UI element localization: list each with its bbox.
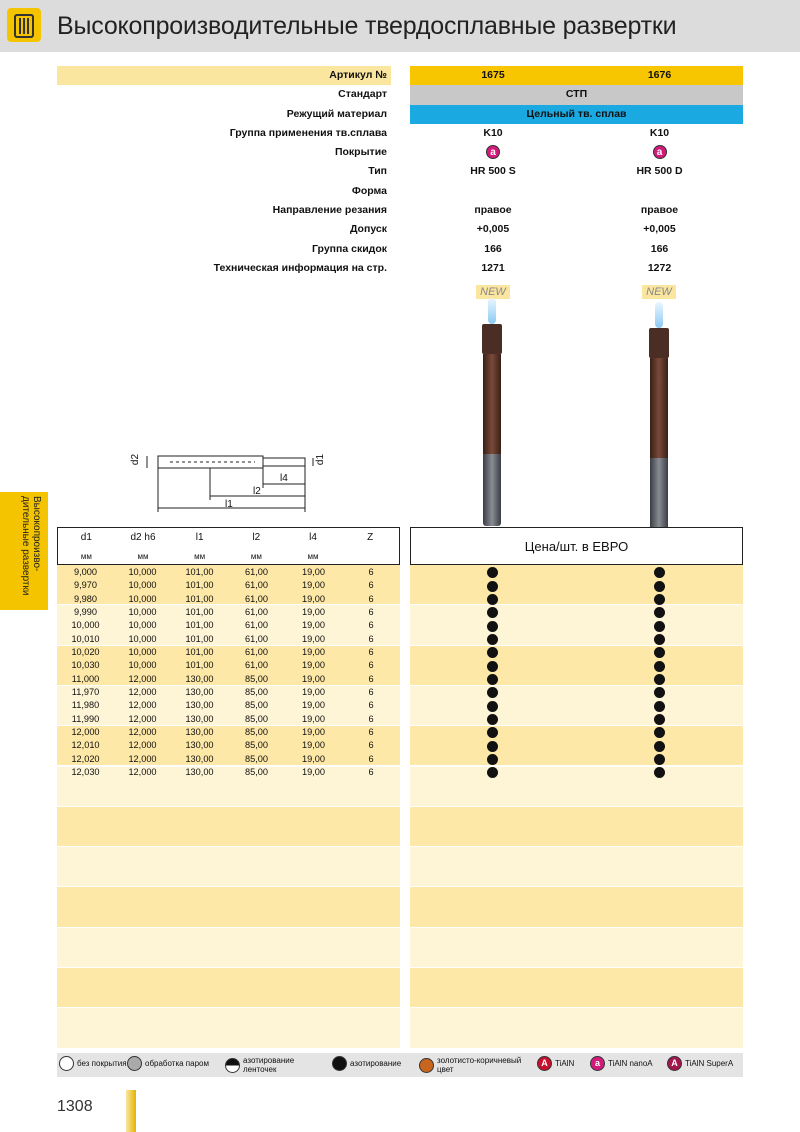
- table-cell: 12,000: [128, 687, 157, 698]
- legend-item: обработка паром: [127, 1056, 209, 1071]
- dimensions-table-header: [57, 527, 400, 565]
- table-cell: 12,000: [128, 700, 157, 711]
- table-cell: 19,00: [302, 567, 325, 577]
- table-row[interactable]: [57, 673, 400, 686]
- page-header: [0, 0, 800, 52]
- table-cell: 12,030: [71, 767, 100, 778]
- spec-label: Артикул №: [57, 66, 391, 85]
- table-cell: 10,000: [71, 620, 100, 631]
- table-cell: 11,000: [71, 673, 100, 684]
- spec-row-type: [57, 162, 743, 181]
- table-cell: 19,00: [302, 620, 325, 631]
- steam-treated-icon: [127, 1056, 142, 1071]
- dim-d1: d1: [315, 453, 327, 466]
- table-cell: 9,990: [74, 607, 97, 618]
- table-cell: 61,00: [245, 580, 268, 591]
- legend-item: A TiAlN: [537, 1056, 574, 1071]
- table-cell: 10,000: [128, 567, 157, 577]
- table-cell: 101,00: [185, 593, 214, 604]
- availability-dot[interactable]: [487, 674, 498, 685]
- table-cell: 10,000: [128, 620, 157, 631]
- column-unit: мм: [80, 552, 92, 561]
- dimensions-table-body: [57, 566, 400, 780]
- table-cell: 101,00: [185, 647, 214, 658]
- dim-l4: l4: [280, 473, 288, 484]
- table-cell: 85,00: [245, 713, 268, 724]
- table-cell: 10,000: [128, 633, 157, 644]
- table-row[interactable]: [57, 593, 400, 606]
- table-cell: 61,00: [245, 607, 268, 618]
- spec-label: Стандарт: [338, 88, 387, 101]
- availability-dot[interactable]: [654, 594, 665, 605]
- table-row[interactable]: [57, 606, 400, 619]
- legend-item: азотирование: [332, 1056, 401, 1071]
- availability-dot[interactable]: [654, 701, 665, 712]
- table-cell: 19,00: [302, 607, 325, 618]
- spec-value: +0,005: [643, 223, 676, 236]
- tialn-icon: A: [537, 1056, 552, 1071]
- column-unit: мм: [307, 552, 319, 561]
- legend-item: без покрытия: [59, 1056, 127, 1071]
- spec-table: [57, 66, 743, 278]
- spec-value: правое: [640, 204, 679, 217]
- legend-item: a TiAlN nanoA: [590, 1056, 653, 1071]
- availability-dot[interactable]: [487, 701, 498, 712]
- table-cell: 19,00: [302, 727, 325, 738]
- table-row[interactable]: [57, 633, 400, 646]
- availability-dot[interactable]: [487, 594, 498, 605]
- spec-value: K10: [649, 126, 670, 139]
- spec-value: HR 500 D: [636, 165, 683, 178]
- table-cell: 10,030: [71, 660, 100, 671]
- table-cell: 85,00: [245, 740, 268, 751]
- table-cell: 61,00: [245, 593, 268, 604]
- table-cell: 6: [368, 713, 374, 724]
- table-cell: 130,00: [185, 673, 214, 684]
- table-cell: 130,00: [185, 753, 214, 764]
- legend-item: золотисто-коричневый цвет: [419, 1056, 532, 1074]
- spec-row-tech-info: [57, 259, 743, 278]
- table-cell: 130,00: [185, 767, 214, 778]
- table-cell: 19,00: [302, 740, 325, 751]
- table-row[interactable]: [57, 753, 400, 766]
- spec-row-form: [57, 182, 743, 201]
- gold-brown-icon: [419, 1058, 434, 1073]
- table-row[interactable]: [57, 699, 400, 712]
- table-cell: 6: [368, 767, 374, 778]
- page-title: Высокопроизводительные твердосплавные развертки: [57, 12, 677, 40]
- table-cell: 61,00: [245, 620, 268, 631]
- spec-value: +0,005: [476, 223, 510, 236]
- spec-row-carbide-group: [57, 124, 743, 143]
- column-header: d2 h6: [130, 532, 156, 543]
- spec-row-direction: [57, 201, 743, 220]
- column-header: l4: [309, 532, 317, 543]
- table-cell: 6: [368, 700, 374, 711]
- column-unit: [341, 547, 399, 566]
- dim-l2: l2: [253, 486, 261, 497]
- availability-dot[interactable]: [654, 581, 665, 592]
- page-marker: [126, 1090, 136, 1132]
- table-cell: 19,00: [302, 700, 325, 711]
- table-cell: 85,00: [245, 767, 268, 778]
- table-cell: 85,00: [245, 673, 268, 684]
- spec-value: правое: [474, 204, 512, 217]
- table-cell: 85,00: [245, 753, 268, 764]
- table-cell: 6: [368, 607, 374, 618]
- legend-item: A TiAlN SuperA: [667, 1056, 733, 1071]
- table-cell: 12,000: [128, 673, 157, 684]
- column-header: d1: [80, 532, 92, 543]
- table-cell: 61,00: [245, 567, 268, 577]
- table-cell: 85,00: [245, 700, 268, 711]
- availability-dot[interactable]: [487, 621, 498, 632]
- article-1676: 1676: [576, 66, 743, 85]
- table-row[interactable]: [57, 619, 400, 632]
- table-cell: 11,970: [71, 687, 100, 698]
- table-cell: 85,00: [245, 727, 268, 738]
- column-header: l1: [195, 532, 204, 543]
- availability-dot[interactable]: [487, 634, 498, 645]
- table-cell: 101,00: [185, 660, 214, 671]
- table-cell: 19,00: [302, 687, 325, 698]
- column-unit: мм: [137, 552, 149, 561]
- spec-label: Покрытие: [334, 146, 387, 159]
- table-cell: 12,000: [128, 753, 157, 764]
- spec-label: Группа скидок: [312, 242, 387, 255]
- table-cell: 10,020: [71, 647, 100, 658]
- section-tab[interactable]: [0, 492, 48, 610]
- table-row[interactable]: [57, 713, 400, 726]
- table-row[interactable]: [57, 686, 400, 699]
- tialn-nanoa-coating-icon: a: [486, 145, 500, 159]
- spec-row-discount: [57, 240, 743, 259]
- table-cell: 6: [368, 687, 374, 698]
- table-cell: 6: [368, 593, 374, 604]
- table-cell: 10,000: [128, 593, 157, 604]
- table-cell: 9,980: [74, 593, 97, 604]
- table-cell: 6: [368, 673, 374, 684]
- table-cell: 12,000: [128, 767, 157, 778]
- table-cell: 19,00: [302, 647, 325, 658]
- table-cell: 19,00: [302, 767, 325, 778]
- table-cell: 6: [368, 647, 374, 658]
- spec-value: K10: [483, 126, 503, 139]
- coating-legend: [57, 1053, 743, 1077]
- table-cell: 61,00: [245, 647, 268, 658]
- table-cell: 19,00: [302, 713, 325, 724]
- table-cell: 6: [368, 660, 374, 671]
- spec-label: Режущий материал: [286, 107, 387, 120]
- availability-dot[interactable]: [487, 741, 498, 752]
- table-cell: 61,00: [245, 660, 268, 671]
- table-cell: 19,00: [302, 593, 325, 604]
- tech-info-page-link[interactable]: 1272: [647, 261, 672, 274]
- spec-row-standard: [57, 85, 743, 104]
- availability-dot[interactable]: [487, 581, 498, 592]
- table-cell: 10,000: [128, 607, 157, 618]
- table-cell: 12,000: [128, 740, 157, 751]
- tialn-nanoa-coating-icon: a: [653, 145, 667, 159]
- tolerance-mark: 1/100: [645, 402, 652, 418]
- land-nitrided-icon: [225, 1058, 240, 1073]
- table-cell: 9,000: [74, 567, 97, 577]
- table-cell: 130,00: [185, 700, 214, 711]
- table-cell: 12,020: [71, 753, 100, 764]
- table-cell: 6: [368, 633, 374, 644]
- table-cell: 19,00: [302, 673, 325, 684]
- table-cell: 12,000: [71, 727, 100, 738]
- spec-row-coating: [57, 143, 743, 162]
- uncoated-icon: [59, 1056, 74, 1071]
- tialn-nanoa-icon: a: [590, 1056, 605, 1071]
- table-cell: 85,00: [245, 687, 268, 698]
- availability-dot[interactable]: [654, 674, 665, 685]
- table-cell: 6: [368, 567, 374, 577]
- new-badge: NEW: [476, 285, 510, 299]
- table-cell: 12,000: [128, 713, 157, 724]
- table-row[interactable]: [57, 566, 400, 579]
- table-cell: 6: [368, 753, 374, 764]
- spec-row-material: [57, 105, 743, 124]
- table-cell: 9,970: [74, 580, 97, 591]
- spec-value: 166: [484, 242, 502, 255]
- table-cell: 10,010: [71, 633, 100, 644]
- spec-label: Форма: [351, 184, 387, 197]
- table-cell: 19,00: [302, 753, 325, 764]
- nitrided-icon: [332, 1056, 347, 1071]
- table-cell: 130,00: [185, 727, 214, 738]
- section-tab-label: Высокопроизво-дительные развертки: [20, 496, 42, 596]
- spec-value: 166: [650, 242, 669, 255]
- spec-label: Техническая информация на стр.: [213, 261, 387, 274]
- table-cell: 10,000: [128, 647, 157, 658]
- table-cell: 101,00: [185, 567, 214, 577]
- table-cell: 12,010: [71, 740, 100, 751]
- table-cell: 19,00: [302, 633, 325, 644]
- table-cell: 11,980: [71, 700, 100, 711]
- price-header: Цена/шт. в ЕВРО: [410, 527, 743, 565]
- table-row[interactable]: [57, 659, 400, 672]
- table-row[interactable]: [57, 726, 400, 739]
- table-row[interactable]: [57, 739, 400, 752]
- table-cell: 11,990: [71, 713, 100, 724]
- table-cell: 6: [368, 727, 374, 738]
- column-header: Z: [367, 532, 374, 543]
- article-1675: 1675: [410, 66, 576, 85]
- table-cell: 6: [368, 580, 374, 591]
- availability-dot[interactable]: [654, 661, 665, 672]
- new-badge: NEW: [642, 285, 676, 299]
- table-cell: 6: [368, 620, 374, 631]
- table-cell: 101,00: [185, 607, 214, 618]
- spec-label: Группа применения тв.сплава: [229, 126, 387, 139]
- table-cell: 130,00: [185, 740, 214, 751]
- tech-info-page-link[interactable]: 1271: [481, 261, 505, 274]
- spec-value: HR 500 S: [470, 165, 516, 178]
- table-cell: 101,00: [185, 620, 214, 631]
- table-cell: 19,00: [302, 660, 325, 671]
- table-cell: 12,000: [128, 727, 157, 738]
- spec-label: Направление резания: [272, 204, 387, 217]
- table-cell: 10,000: [128, 660, 157, 671]
- table-row[interactable]: [57, 766, 400, 779]
- table-cell: 6: [368, 740, 374, 751]
- spec-label: Допуск: [349, 223, 387, 236]
- availability-dot[interactable]: [654, 714, 665, 725]
- table-cell: 130,00: [185, 713, 214, 724]
- table-cell: 19,00: [302, 580, 325, 591]
- spec-row-tolerance: [57, 220, 743, 239]
- spec-row-article: [57, 66, 743, 85]
- table-row[interactable]: [57, 579, 400, 592]
- tolerance-mark: 1/100: [478, 398, 485, 414]
- legend-item: азотирование ленточек: [225, 1056, 313, 1074]
- column-header: l2: [252, 532, 261, 543]
- column-unit: мм: [194, 552, 206, 561]
- tialn-supera-icon: A: [667, 1056, 682, 1071]
- availability-dot[interactable]: [487, 661, 498, 672]
- table-cell: 101,00: [185, 633, 214, 644]
- spec-label: Тип: [368, 165, 387, 178]
- availability-dot[interactable]: [487, 714, 498, 725]
- availability-dot[interactable]: [654, 741, 665, 752]
- table-cell: 130,00: [185, 687, 214, 698]
- table-cell: 61,00: [245, 633, 268, 644]
- reamer-logo-icon: [7, 8, 41, 42]
- spec-value: СТП: [410, 85, 743, 104]
- dim-l1: l1: [225, 499, 233, 510]
- table-cell: 101,00: [185, 580, 214, 591]
- availability-dot[interactable]: [654, 634, 665, 645]
- availability-dot[interactable]: [654, 621, 665, 632]
- table-row[interactable]: [57, 646, 400, 659]
- column-unit: мм: [250, 552, 262, 561]
- technical-drawing: [125, 440, 345, 520]
- page-number: 1308: [57, 1098, 93, 1115]
- dim-d2: d2: [130, 453, 142, 466]
- table-cell: 10,000: [128, 580, 157, 591]
- spec-value: Цельный тв. сплав: [410, 105, 743, 124]
